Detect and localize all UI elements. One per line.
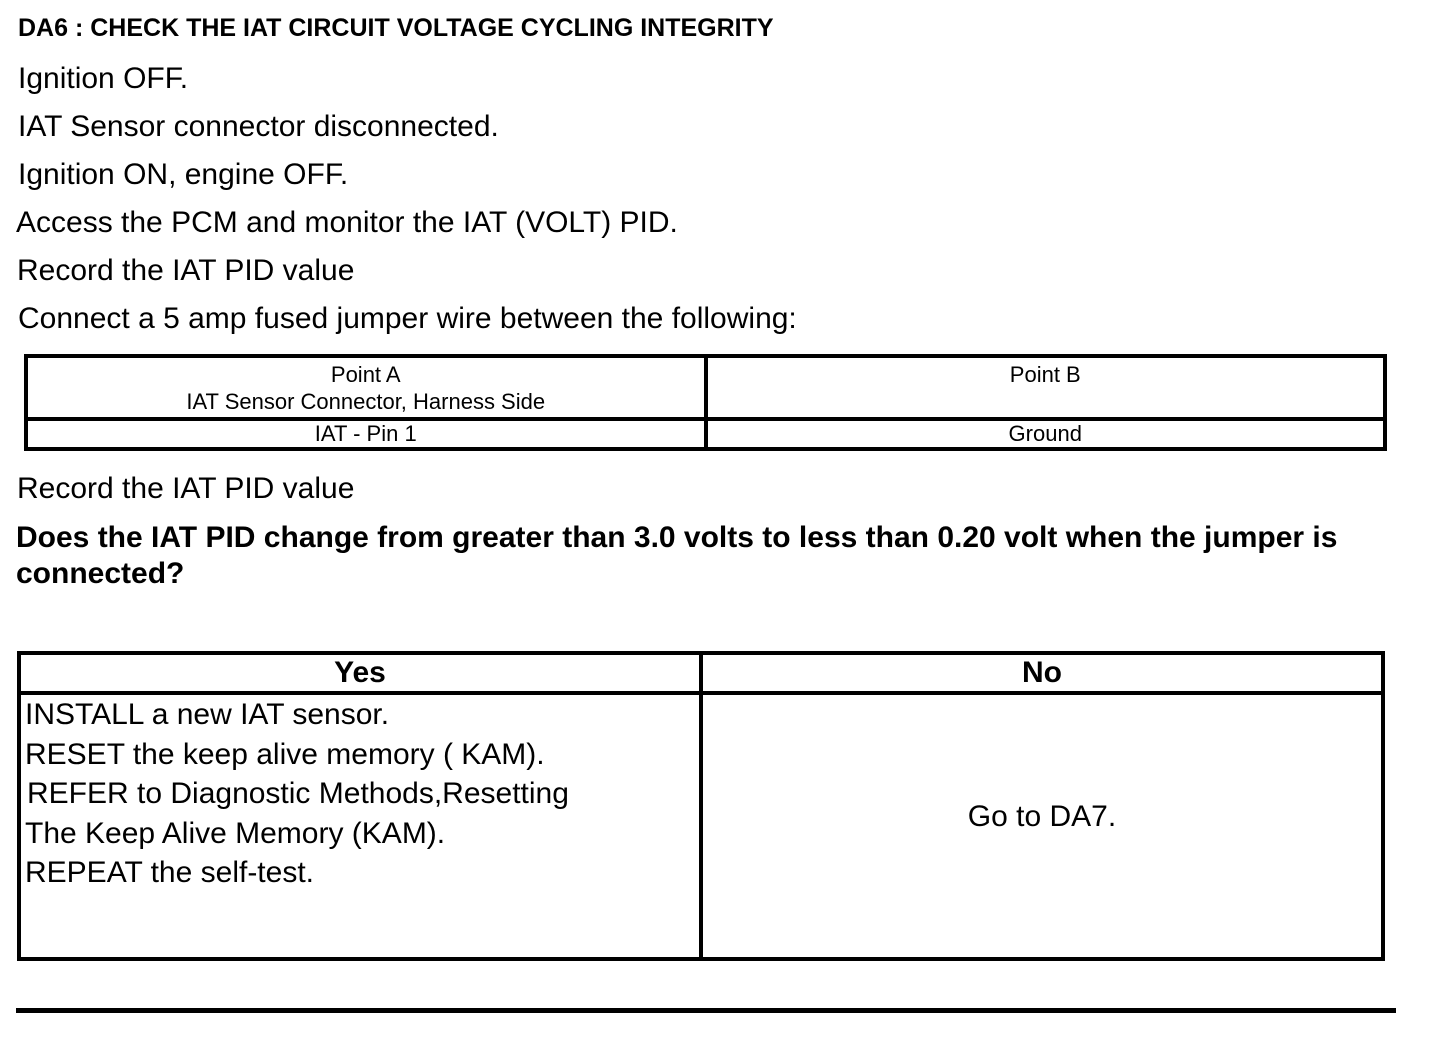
yes-action-install: INSTALL a new IAT sensor. — [25, 698, 390, 731]
yes-action-refer: REFER to Diagnostic Methods,Resetting — [27, 777, 569, 810]
bottom-divider — [16, 1008, 1396, 1013]
yes-action-repeat: REPEAT the self-test. — [25, 856, 314, 889]
yes-no-body-row — [19, 693, 1383, 959]
yes-action-refer-continued: The Keep Alive Memory (KAM). — [25, 816, 446, 850]
step-record-pid-again: Record the IAT PID value — [17, 472, 355, 505]
no-action-cell: Go to DA7. — [701, 693, 1383, 959]
point-b-value: Ground — [706, 419, 1386, 449]
step-connector-disconnected: IAT Sensor connector disconnected. — [18, 110, 499, 143]
jumper-table-header-row — [26, 356, 1385, 419]
yes-header: Yes — [19, 653, 701, 693]
step-connect-jumper: Connect a 5 amp fused jumper wire between the following: — [18, 302, 797, 335]
yes-action-reset: RESET the keep alive memory ( KAM). — [25, 737, 545, 771]
diagnostic-question: Does the IAT PID change from greater than 3.0 volts to less than 0.20 volt when the jumper is connected? — [16, 521, 1338, 590]
step-access-pcm: Access the PCM and monitor the IAT (VOLT) PID. — [16, 206, 678, 239]
point-b-header: Point B — [1009, 362, 1081, 387]
point-a-value: IAT - Pin 1 — [26, 419, 706, 449]
step-ignition-on: Ignition ON, engine OFF. — [18, 158, 349, 191]
point-b-header-cell — [706, 356, 1386, 419]
no-header: No — [701, 653, 1383, 693]
jumper-connection-table — [24, 354, 1387, 451]
yes-no-table — [17, 651, 1385, 961]
step-record-pid: Record the IAT PID value — [17, 254, 355, 287]
jumper-table-row — [26, 419, 1385, 449]
yes-no-header-row — [19, 653, 1383, 693]
point-a-header: Point A — [330, 362, 401, 387]
step-ignition-off: Ignition OFF. — [18, 62, 189, 95]
yes-actions-cell — [19, 693, 701, 959]
point-a-header-cell — [26, 356, 706, 419]
procedure-title: DA6 : CHECK THE IAT CIRCUIT VOLTAGE CYCLING INTEGRITY — [18, 14, 774, 42]
point-a-subheader: IAT Sensor Connector, Harness Side — [186, 389, 546, 414]
